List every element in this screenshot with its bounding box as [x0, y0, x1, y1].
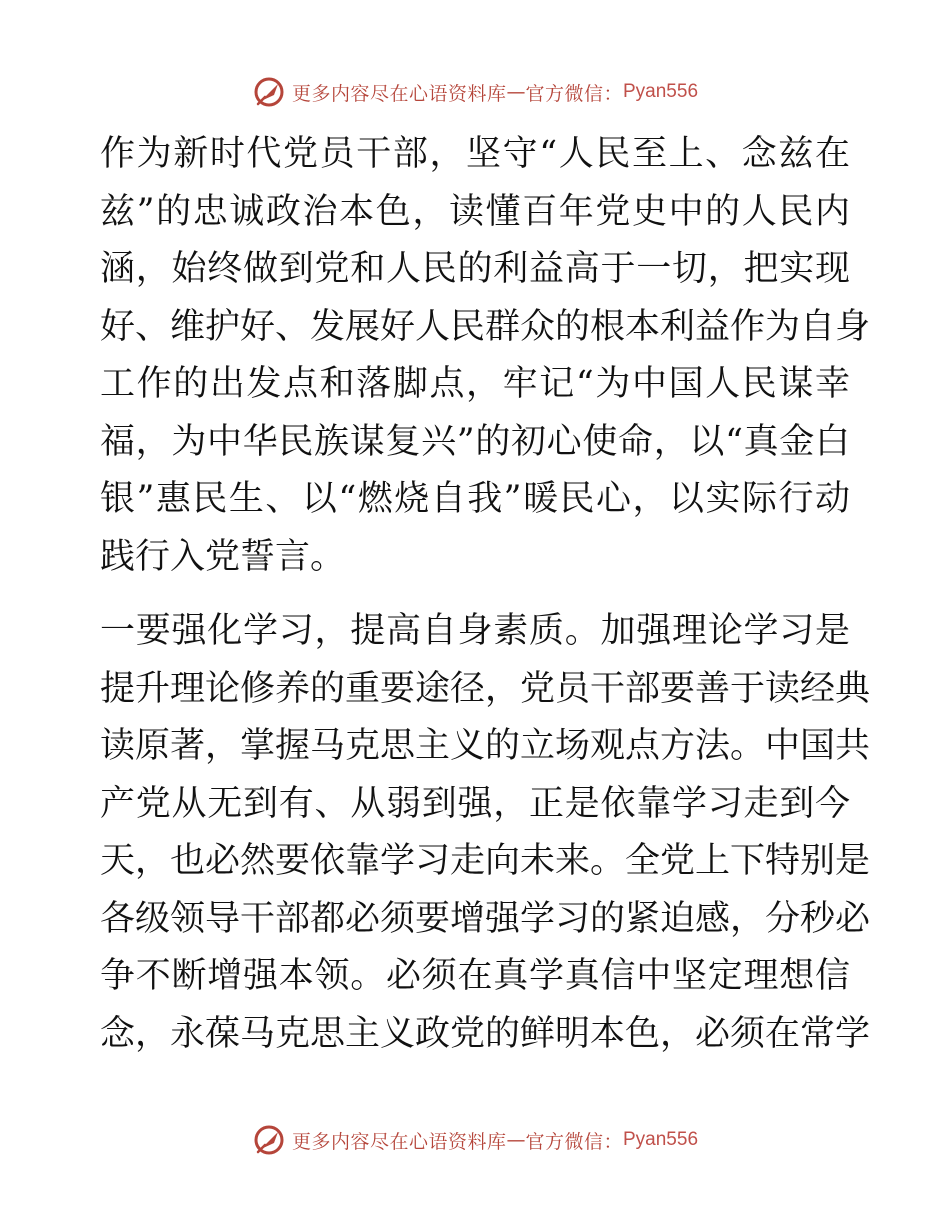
banner-wechat-id: Pyan556	[623, 81, 699, 102]
banner-wechat-label: 官方微信：	[525, 82, 623, 105]
footer-watermark-banner	[0, 1118, 950, 1162]
paragraph	[100, 126, 871, 586]
text-line: 银”惠民生、以“燃烧自我”暖民心，以实际行动	[100, 479, 850, 519]
banner-wechat-label: 官方微信：	[525, 1130, 623, 1153]
document-body	[100, 126, 871, 1063]
text-line: 各级领导干部都必须要增强学习的紧迫感，分秒必	[100, 898, 871, 939]
text-line: 产党从无到有、从弱到强，正是依靠学习走到今	[100, 783, 850, 824]
text-line: 读原著，掌握马克思主义的立场观点方法。中国共	[100, 726, 871, 766]
banner-separator: —	[506, 1129, 526, 1151]
banner-separator: —	[506, 81, 526, 103]
quill-logo-icon	[252, 75, 286, 109]
banner-wechat-id: Pyan556	[623, 1129, 699, 1150]
text-line: 提升理论修养的重要途径，党员干部要善于读经典	[100, 668, 871, 709]
text-line: 践行入党誓言。	[100, 536, 346, 577]
text-line: 一要强化学习，提高自身素质。加强理论学习是	[100, 611, 850, 651]
text-line: 争不断增强本领。必须在真学真信中坚定理想信	[100, 956, 850, 996]
text-line: 念，永葆马克思主义政党的鲜明本色，必须在常学	[100, 1013, 871, 1054]
text-line: 福，为中华民族谋复兴”的初心使命，以“真金白	[100, 421, 850, 462]
header-watermark-banner	[0, 70, 950, 114]
text-line: 工作的出发点和落脚点，牢记“为中国人民谋幸	[100, 364, 850, 404]
text-line: 涵，始终做到党和人民的利益高于一切，把实现	[100, 249, 850, 289]
text-line: 天，也必然要依靠学习走向未来。全党上下特别是	[100, 841, 871, 881]
paragraph-gap	[100, 586, 850, 603]
banner-main-text: 更多内容尽在心语资料库	[291, 82, 507, 105]
text-line: 作为新时代党员干部，坚守“人民至上、念兹在	[100, 134, 850, 174]
quill-logo-icon	[252, 1123, 286, 1157]
text-line: 好、维护好、发展好人民群众的根本利益作为自身	[100, 306, 871, 347]
text-line: 兹”的忠诚政治本色，读懂百年党史中的人民内	[100, 191, 850, 232]
banner-main-text: 更多内容尽在心语资料库	[291, 1130, 507, 1153]
paragraph	[100, 603, 871, 1063]
